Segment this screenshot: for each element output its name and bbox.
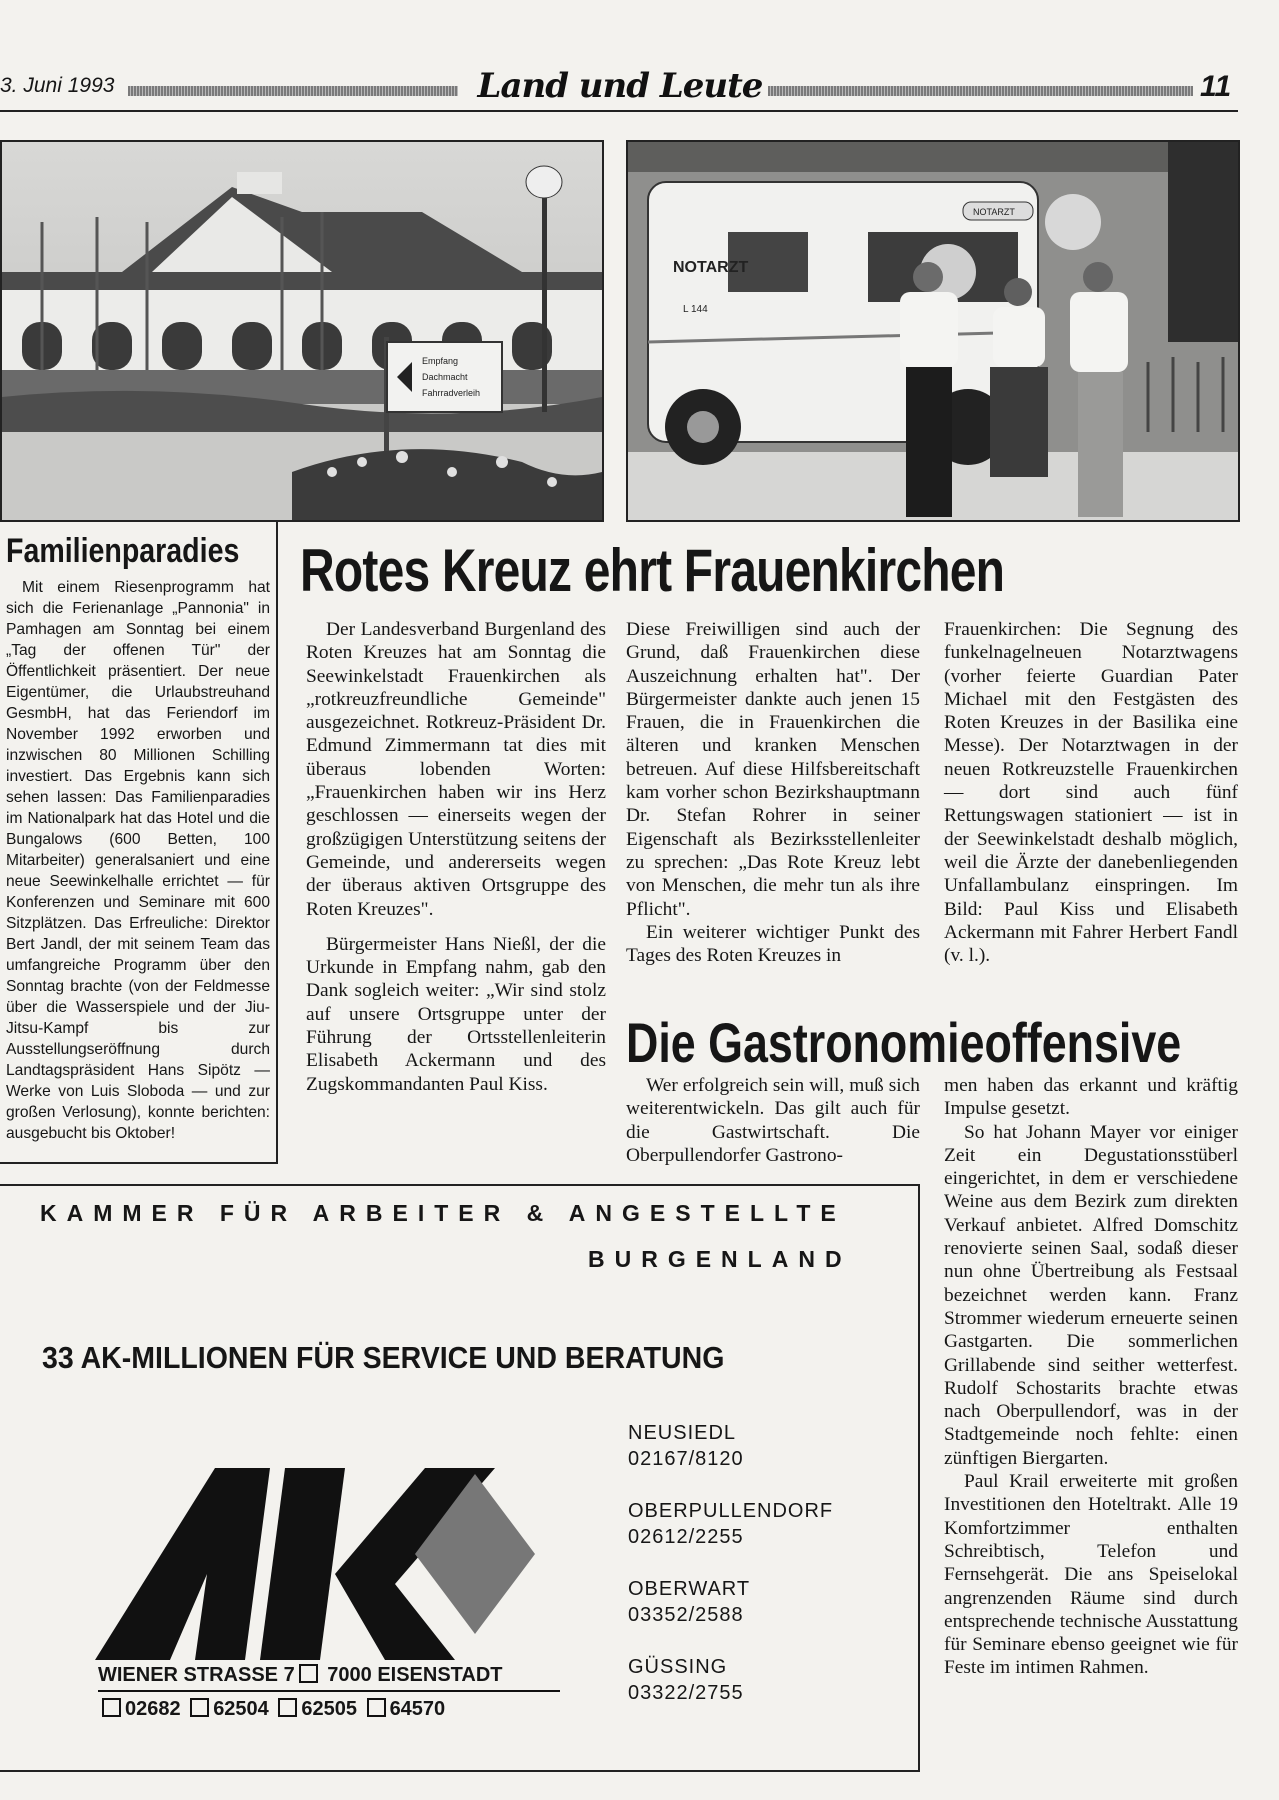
ad-office [628,1420,833,1472]
ambulance-plate: L 144 [683,304,708,315]
ad-phone: 62505 [301,1698,357,1720]
ad-office [628,1576,833,1628]
phone-box-icon [190,1698,209,1717]
office-name: GÜSSING [628,1656,728,1678]
office-phone: 03352/2588 [628,1604,744,1626]
article1-paragraph: Frauenkirchen: Die Segnung des funkelnagelneuen Notarztwagens (vorher feierte Guardian Pater Michael mit den Festgästen des Roten Kreuzes in der Basilika eine Messe). Der Notarztwagen in der neuen Rotkreuzstelle Frauenkirchen — dort sind auch fünf Rettungswagen stationiert — ist in der Seewinkelstadt deshalb möglich, weil die Ärzte der danebenliegenden Unfallambulanz einspringen. Im Bild: Paul Kiss und Elisabeth Ackermann mit Fahrer Herbert Fandl (v. l.). [944,619,1238,967]
article1-column-1 [306,618,606,1096]
phone-box-icon [367,1698,386,1717]
article1-paragraph: Der Landesverband Burgenland des Roten Kreuzes hat am Sonntag die Seewinkelstadt Frauenkirchen als „rotkreuzfreundliche Gemeinde" ausgezeichnet. Rotkreuz-Präsident Dr. Edmund Zimmermann tat dies mit überaus lobenden Worten: „Frauenkirchen haben wir ins Herz geschlossen — einerseits wegen der großzügigen Unterstützung seitens der Gemeinde, und andererseits wegen der überaus aktiven Ortsgruppe des Roten Kreuzes". [306,619,606,920]
checkbox-glyph [299,1664,318,1683]
office-phone: 02167/8120 [628,1448,744,1470]
ak-logo [95,1464,545,1664]
article-headline-rotes-kreuz: Rotes Kreuz ehrt Frauenkirchen [300,537,1005,604]
article2-column-1 [626,1074,920,1167]
article1-column-3 [944,618,1238,967]
article2-paragraph: So hat Johann Mayer vor einiger Zeit ein Degustationsstüberl eingerichtet, in dem er verschiedene Weine aus dem Bezirk zum direkten Verkauf anbietet. Alfred Domschitz renovierte seinen Saal, sodaß dieser nun ohne Übertreibung als Festsaal bezeichnet werden kann. Franz Strommer wiederum erneuerte seinen Gastgarten. Die sommerlichen Grillabende sind seither wetterfest. Rudolf Schostarits brachte etwas nach Oberpullendorf, was in der Stadtgemeinde noch fehlte: einen zünftigen Biergarten. [944,1121,1238,1469]
article1-paragraph: Bürgermeister Hans Nießl, der die Urkunde in Empfang nahm, gab den Dank sogleich weiter: „Wir sind stolz auf unsere Ortsgruppe unter der Führung der Ortsstellenleiterin Elisabeth Ackermann und des Zugskommandanten Paul Kiss. [306,933,606,1095]
ad-office [628,1654,833,1706]
article2-column-2 [944,1074,1238,1680]
photo-pannonia [0,140,604,522]
ad-office-list [628,1420,833,1706]
page-number: 11 [1200,70,1232,103]
photo-notarzt [626,140,1240,522]
section-title: Land und Leute [477,66,763,106]
ad-phone: 64570 [389,1698,446,1720]
ad-phone: 62504 [213,1698,269,1720]
sidebar-title: Familienparadies [6,532,240,570]
office-name: OBERWART [628,1578,751,1600]
roof-sign: NOTARZT [973,207,1015,217]
sidebar-text: Mit einem Riesenprogramm hat sich die Ferienanlage „Pannonia" in Pamhagen am Sonntag bei einem „Tag der offenen Tür" der Öffentlichkeit präsentiert. Der neue Eigentümer, die Urlaubstreuhand GesmbH, hat das Feriendorf im November 1992 erworben und inzwischen 80 Millionen Schilling investiert. Das Ergebnis kann sich sehen lassen: Das Familienparadies im Nationalpark hat das Hotel und die Bungalows (600 Betten, 100 Mitarbeiter) generalsaniert und eine neue Seewinkelhalle errichtet — für Konferenzen und Seminare mit 600 Sitzplätzen. Das Erfreuliche: Direktor Bert Jandl, der mit seinem Team das umfangreiche Programm über den Sonntag brachte (von der Feldmesse über die Wasserspiele und der Jiu-Jitsu-Kampf bis zur Ausstellungseröffnung durch Landtagspräsident Hans Sipötz — Werke von Luis Sloboda — und zur großen Verlosung), konnte berichten: ausgebucht bis Oktober! [6,579,270,1142]
ad-address [98,1664,503,1687]
ad-region: BURGENLAND [588,1246,852,1272]
office-name: NEUSIEDL [628,1422,737,1444]
photo-pannonia-image [2,142,602,520]
article2-paragraph: Paul Krail erweiterte mit großen Investitionen den Hoteltrakt. Alle 19 Komfortzimmer enthalten Schreibtisch, Telefon und Fernsehgerät. Die ans Speiselokal angrenzenden Räume sind durch entsprechende technische Ausstattung für Seminare ebenso geeignet wie für Feste im intimen Rahmen. [944,1471,1239,1679]
phone-box-icon [102,1698,121,1717]
sign-text-1: Empfang [422,356,459,366]
sign-text-2: Dachmacht [422,372,468,382]
article1-paragraph: Diese Freiwilligen sind auch der Grund, daß Frauenkirchen diese Auszeichnung erhalten hat". Der Bürgermeister dankte auch jenen 15 Frauen, die in Frauenkirchen die älteren und kranken Menschen betreuen. Auf diese Hilfsbereitschaft kam vorher schon Bezirkshauptmann Dr. Stefan Rohrer in seiner Eigenschaft als Bezirksstellenleiter zu sprechen: „Das Rote Kreuz lebt von Menschen, die mehr tun als ihre Pflicht". [626,619,920,920]
article1-paragraph: Ein weiterer wichtiger Punkt des Tages des Roten Kreuzes in [626,921,920,967]
article2-paragraph: men haben das erkannt und kräftig Impulse gesetzt. [944,1075,1238,1120]
article-headline-gastronomie: Die Gastronomieoffensive [626,1011,1182,1074]
photo-notarzt-image [628,142,1238,520]
sign-text-3: Fahrradverleih [422,388,481,398]
address-rule [98,1690,560,1692]
ad-phone: 02682 [125,1698,181,1720]
header-rule-right [768,86,1193,96]
phone-box-icon [278,1698,297,1717]
office-phone: 02612/2255 [628,1526,744,1548]
office-phone: 03322/2755 [628,1682,744,1704]
ad-city: 7000 EISENSTADT [327,1664,503,1686]
ad-headline: 33 AK-MILLIONEN FÜR SERVICE UND BERATUNG [42,1340,725,1375]
article1-column-2 [626,618,920,967]
header-rule-left [128,86,458,96]
office-name: OBERPULLENDORF [628,1500,834,1522]
article2-paragraph: Wer erfolgreich sein will, muß sich weiterentwickeln. Das gilt auch für die Gastwirtschaft. Die Oberpullendorfer Gastrono- [626,1075,920,1166]
ad-street: WIENER STRASSE 7 [98,1664,295,1686]
issue-date: 3. Juni 1993 [0,74,115,97]
header-underline [0,110,1238,112]
ad-chamber-name: KAMMER FÜR ARBEITER & ANGESTELLTE [40,1200,846,1226]
ad-phone-numbers [98,1698,445,1721]
ad-office [628,1498,833,1550]
ambulance-label: NOTARZT [673,259,749,276]
